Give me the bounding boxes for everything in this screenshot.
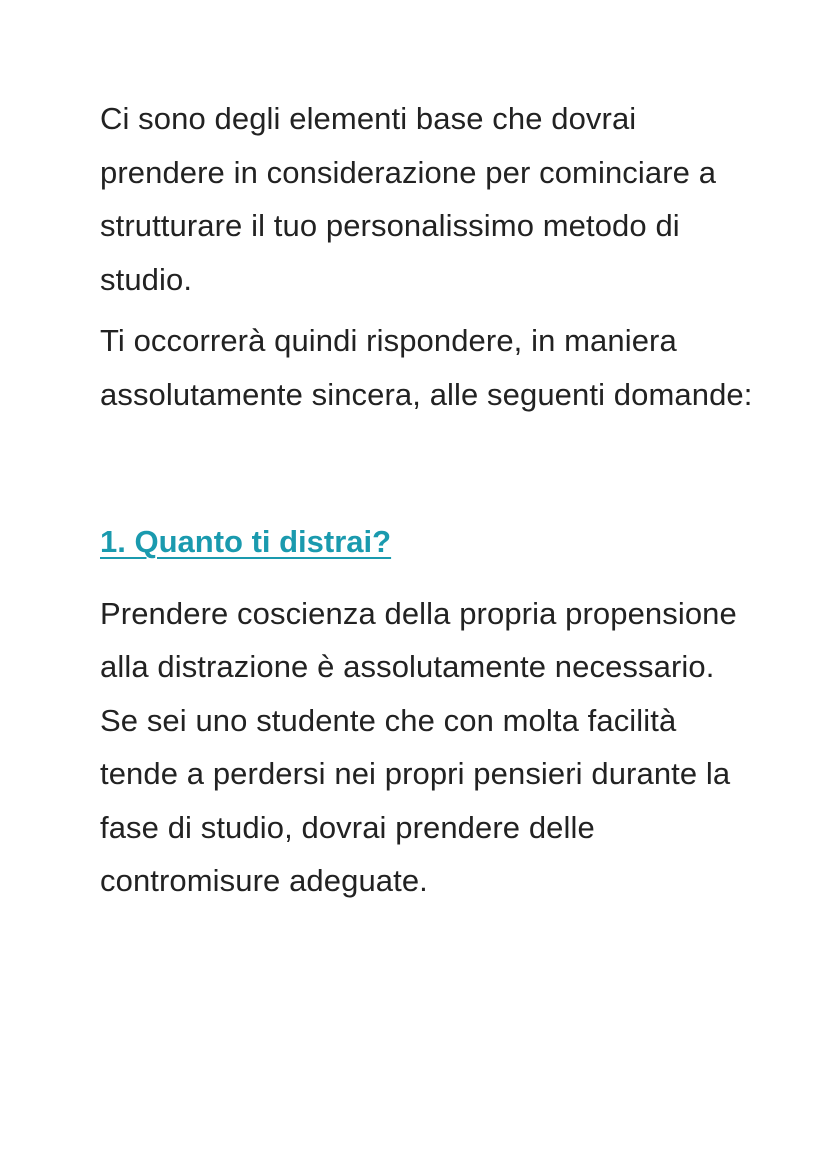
intro-paragraph-2: Ti occorrerà quindi rispondere, in maniera assolutamente sincera, alle seguenti domande: xyxy=(100,323,753,412)
document-page xyxy=(100,92,760,908)
section-paragraph: Prendere coscienza della propria propensione alla distrazione è assolutamente necessario. Se sei uno studente che con molta facilità tende a perdersi nei propri pensieri durante la fase di studio, dovrai prendere delle contromisure adeguate. xyxy=(100,595,737,898)
intro-paragraph-1: Ci sono degli elementi base che dovrai prendere in considerazione per cominciare a strutturare il tuo personalissimo metodo di studio. xyxy=(100,101,717,297)
section-heading-link[interactable]: 1. Quanto ti distrai? xyxy=(100,524,392,559)
